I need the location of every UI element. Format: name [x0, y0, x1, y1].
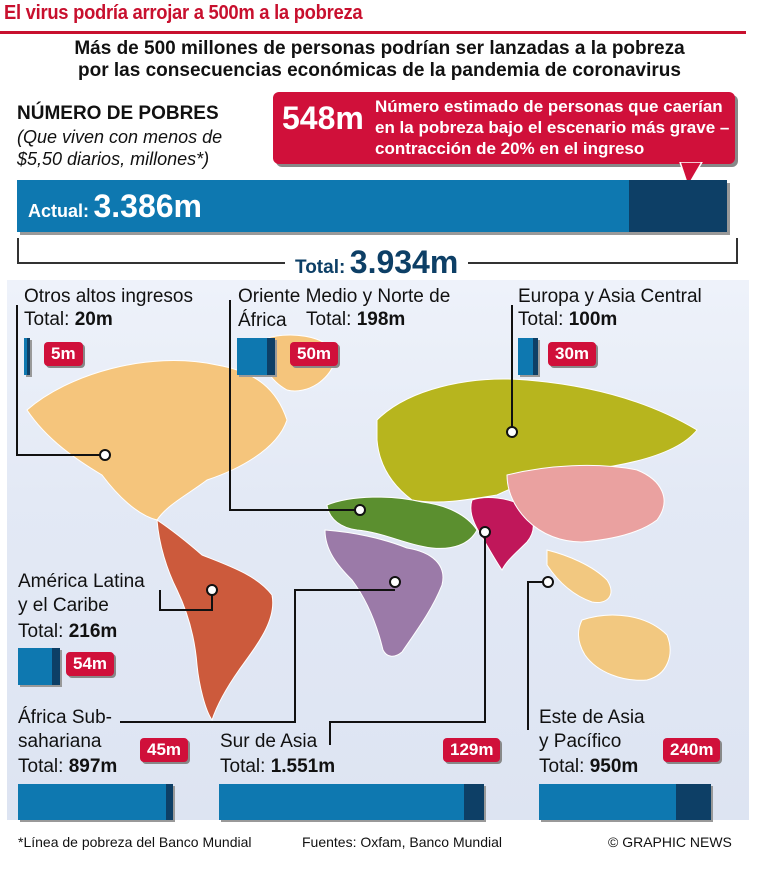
region-total-value-sur-asia: 1.551m [270, 756, 336, 777]
region-bar-otros [24, 338, 30, 375]
region-total-value-mena: 198m [356, 309, 406, 330]
region-total-label-europa: Total: [518, 309, 564, 330]
region-bar-actual-segment [219, 784, 464, 820]
additional-bar [629, 180, 727, 232]
region-bar-africa [18, 784, 173, 820]
scenario-callout [273, 92, 735, 164]
region-bar-actual-segment [518, 338, 533, 375]
region-australia [579, 615, 671, 680]
region-total-label-este-asia: Total: [539, 756, 585, 777]
region-name-mena-2: África [238, 310, 287, 331]
region-bar-additional-segment [267, 338, 275, 375]
region-pill-africa: 45m [140, 738, 188, 762]
region-total-latam [18, 621, 117, 643]
total-label-text: Total: [295, 257, 346, 278]
region-bar-additional-segment [464, 784, 484, 820]
region-bar-additional-segment [166, 784, 173, 820]
region-bar-actual-segment [18, 784, 166, 820]
callout-text: Número estimado de personas que caerían en la pobreza bajo el escenario más grave – contracción de 20% en el ingreso [375, 97, 730, 158]
actual-label-text: Actual: [28, 201, 90, 221]
world-map [7, 280, 749, 820]
footer-sources: Fuentes: Oxfam, Banco Mundial [302, 834, 502, 850]
region-total-label-latam: Total: [18, 621, 64, 642]
region-bar-actual-segment [237, 338, 267, 375]
total-label [285, 244, 468, 281]
region-name-este-asia-1: Este de Asia [539, 707, 645, 728]
subtitle-line-1: Más de 500 millones de personas podrían ser lanzadas a la pobreza [74, 38, 685, 59]
region-north-america [27, 361, 287, 520]
region-total-mena [306, 309, 405, 331]
region-pill-latam: 54m [66, 652, 114, 676]
region-latin-america [157, 520, 273, 720]
region-pill-europa: 30m [548, 342, 596, 366]
region-name-africa-2: sahariana [18, 731, 102, 752]
region-bar-actual-segment [18, 648, 52, 685]
region-bar-europa [518, 338, 538, 375]
region-bar-latam [18, 648, 60, 685]
region-total-este-asia [539, 756, 638, 778]
region-total-africa [18, 756, 117, 778]
headline-bar [0, 0, 746, 34]
region-total-label-otros: Total: [24, 309, 70, 330]
world-map-svg [7, 280, 749, 820]
footer-note: *Línea de pobreza del Banco Mundial [18, 834, 252, 850]
region-name-mena-1: Oriente Medio y Norte de [238, 286, 451, 307]
poverty-note-2: $5,50 diarios, millones*) [17, 149, 210, 169]
region-total-label-africa: Total: [18, 756, 64, 777]
region-name-sur-asia: Sur de Asia [220, 731, 318, 752]
region-pill-sur-asia: 129m [443, 738, 500, 762]
region-name-otros: Otros altos ingresos [24, 286, 193, 307]
region-pill-este-asia: 240m [663, 738, 720, 762]
region-name-latam-2: y el Caribe [18, 595, 109, 616]
poverty-note-1: (Que viven con menos de [17, 127, 223, 147]
region-total-label-mena: Total: [306, 309, 352, 330]
region-bar-actual-segment [539, 784, 676, 820]
region-bar-additional-segment [52, 648, 60, 685]
region-name-europa: Europa y Asia Central [518, 286, 702, 307]
region-total-value-otros: 20m [74, 309, 113, 330]
region-bar-additional-segment [676, 784, 711, 820]
region-bar-additional-segment [27, 338, 30, 375]
region-total-otros [24, 309, 113, 331]
region-sub-saharan-africa [325, 530, 443, 656]
region-southeast-asia [547, 550, 611, 603]
region-pill-otros: 5m [44, 342, 83, 366]
region-total-value-latam: 216m [68, 621, 118, 642]
region-total-value-africa: 897m [68, 756, 118, 777]
actual-value: 3.386m [93, 188, 202, 224]
region-bar-additional-segment [533, 338, 538, 375]
callout-value: 548m [282, 100, 364, 136]
region-total-value-europa: 100m [568, 309, 618, 330]
headline: El virus podría arrojar a 500m a la pobreza [4, 2, 363, 24]
region-bar-mena [237, 338, 275, 375]
subtitle-line-2: por las consecuencias económicas de la pandemia de coronavirus [78, 60, 681, 81]
footer-credit: © GRAPHIC NEWS [608, 834, 732, 850]
region-bar-este-asia [539, 784, 711, 820]
region-total-europa [518, 309, 617, 331]
region-name-latam-1: América Latina [18, 571, 145, 592]
total-value: 3.934m [349, 244, 459, 280]
region-name-africa-1: África Sub- [18, 707, 112, 728]
region-total-sur-asia [220, 756, 335, 778]
region-bar-sur-asia [219, 784, 484, 820]
region-name-este-asia-2: y Pacífico [539, 731, 622, 752]
actual-label [28, 188, 202, 225]
region-total-label-sur-asia: Total: [220, 756, 266, 777]
region-pill-mena: 50m [290, 342, 338, 366]
region-total-value-este-asia: 950m [589, 756, 639, 777]
poverty-title: NÚMERO DE POBRES [17, 103, 219, 124]
